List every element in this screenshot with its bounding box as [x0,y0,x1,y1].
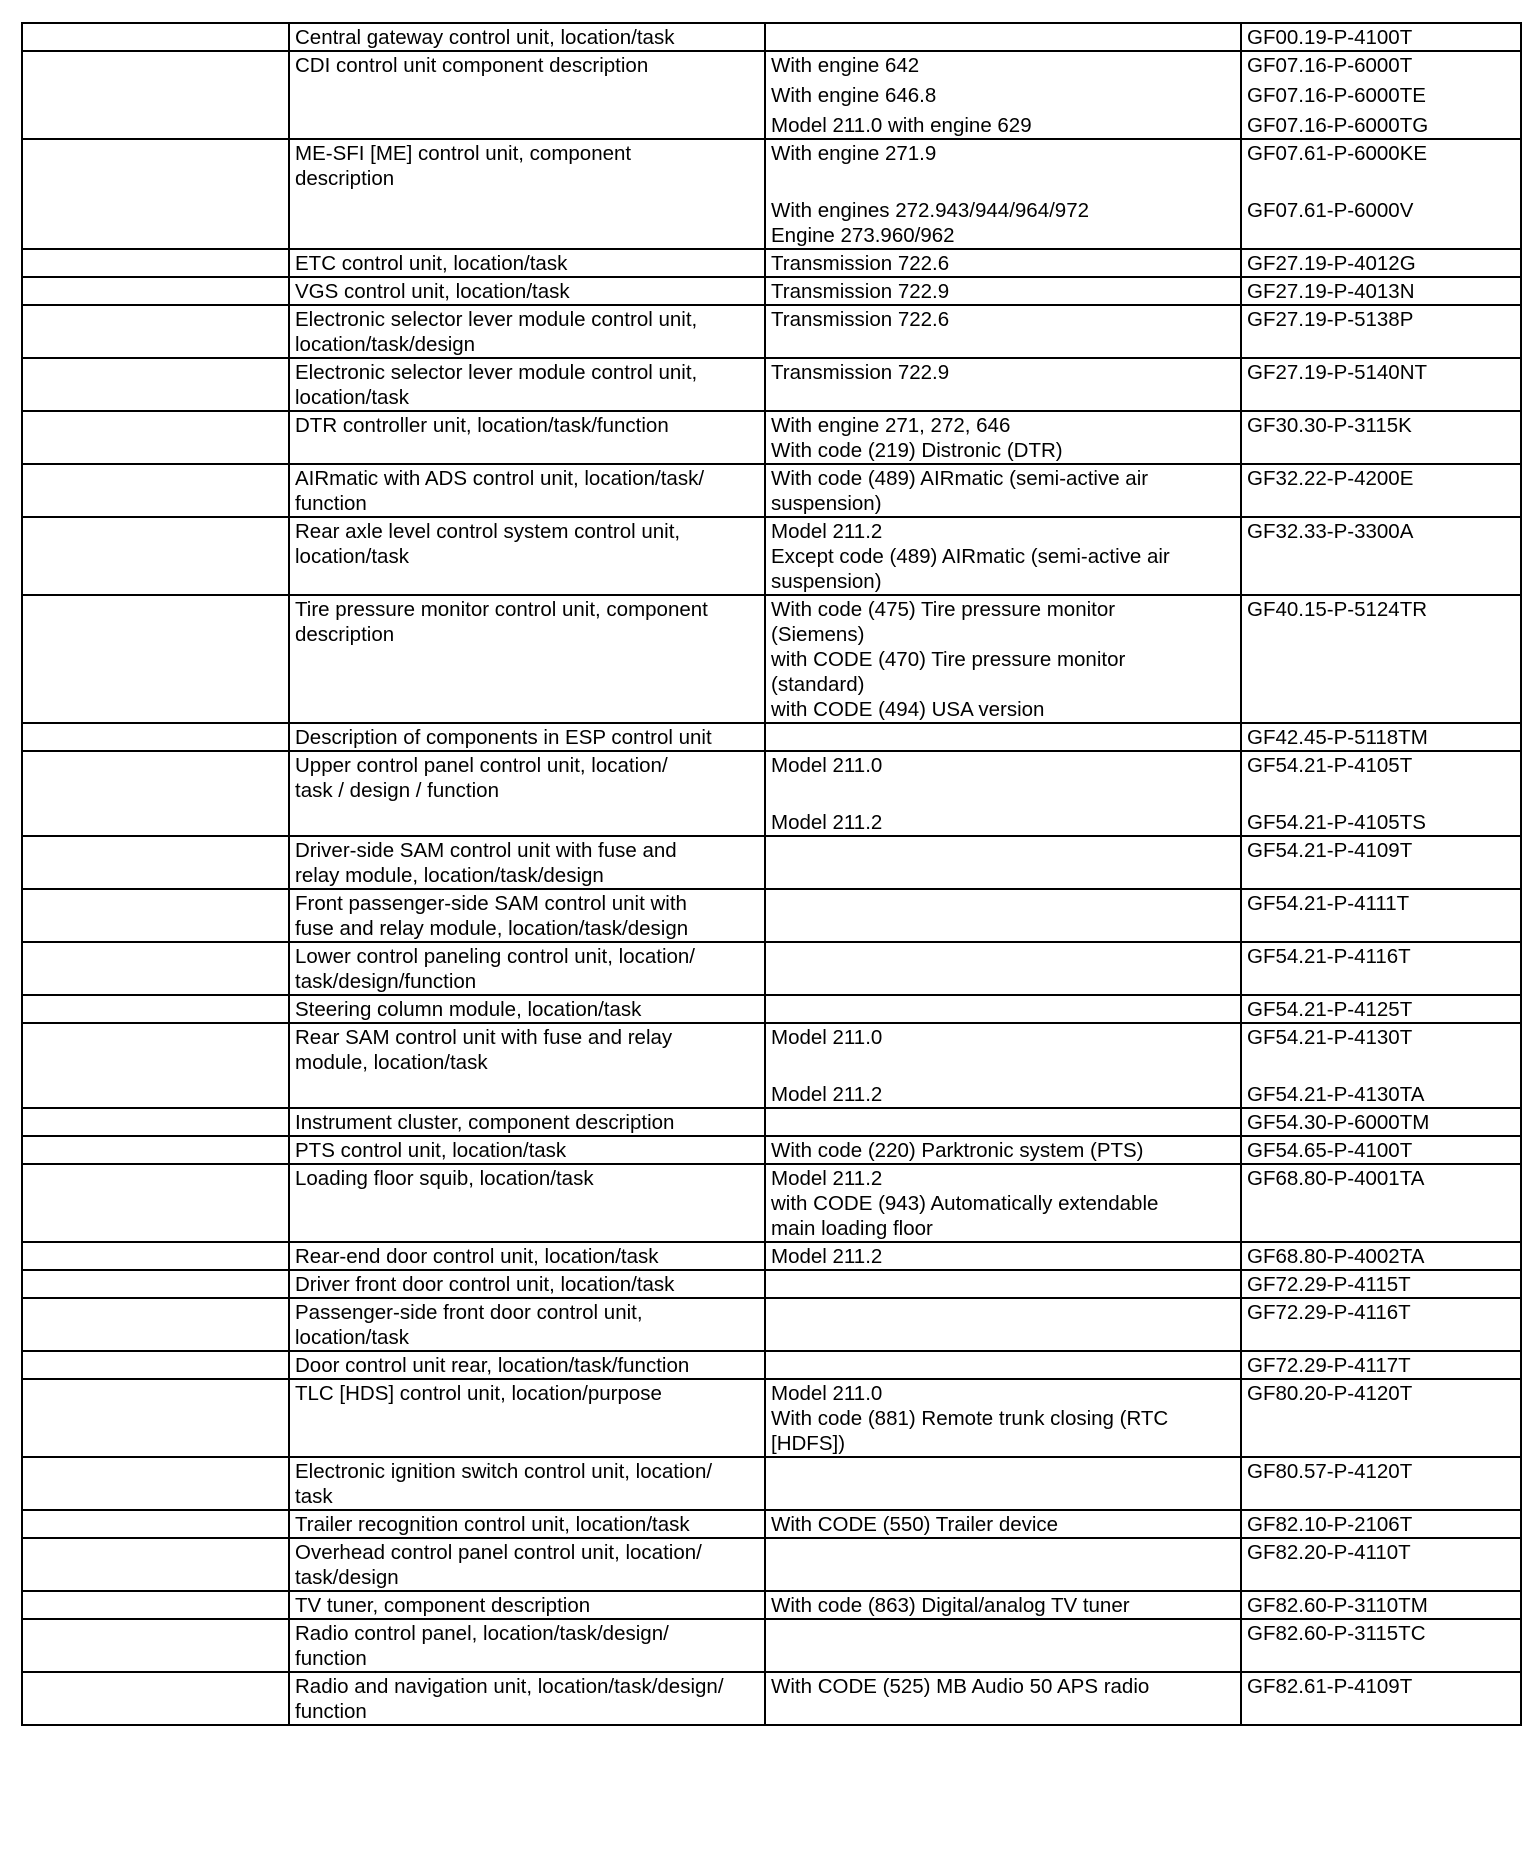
blank-cell [22,464,289,517]
document-code-cell [1241,1538,1521,1591]
blank-cell [22,1136,289,1164]
table-row [22,751,1521,836]
condition-cell [765,1164,1241,1242]
document-code-cell [1241,277,1521,305]
description-cell [289,1457,765,1510]
condition-cell [765,1591,1241,1619]
description-cell [289,1023,765,1108]
condition-cell [765,1351,1241,1379]
blank-cell [22,411,289,464]
document-code-line: GF72.29-P-4115T [1247,1273,1411,1296]
document-code-line: GF54.21-P-4105TS [1247,811,1426,834]
document-code-line: GF82.61-P-4109T [1247,1675,1413,1698]
description-line: function [295,1700,367,1723]
blank-cell [22,1108,289,1136]
document-code-cell [1241,1242,1521,1270]
condition-line: (standard) [771,673,865,696]
condition-cell [765,1379,1241,1457]
blank-cell [22,1270,289,1298]
blank-cell [22,1023,289,1108]
document-code-line: GF00.19-P-4100T [1247,26,1413,49]
description-line: task / design / function [295,779,499,802]
document-code-cell [1241,139,1521,249]
blank-cell [22,1242,289,1270]
condition-cell [765,517,1241,595]
document-code-cell [1241,889,1521,942]
description-line: Rear axle level control system control unit, [295,520,681,543]
description-line: PTS control unit, location/task [295,1139,567,1162]
condition-line: With code (220) Parktronic system (PTS) [771,1139,1144,1162]
blank-cell [22,1164,289,1242]
description-line: Lower control paneling control unit, location/ [295,945,695,968]
blank-cell [22,139,289,249]
description-cell [289,723,765,751]
description-cell [289,1379,765,1457]
table-row [22,1510,1521,1538]
description-cell [289,1351,765,1379]
condition-line: suspension) [771,492,882,515]
table-row [22,139,1521,249]
document-code-line: GF82.60-P-3110TM [1247,1594,1428,1617]
blank-cell [22,595,289,723]
description-line: task [295,1485,333,1508]
document-code-cell [1241,1351,1521,1379]
condition-line: With code (475) Tire pressure monitor [771,598,1116,621]
document-code-line: GF80.20-P-4120T [1247,1382,1413,1405]
description-line: Instrument cluster, component description [295,1111,675,1134]
document-code-line: GF54.21-P-4130TA [1247,1083,1425,1106]
document-code-line: GF07.61-P-6000KE [1247,142,1428,165]
condition-line: Model 211.2 [771,1167,883,1190]
blank-cell [22,1510,289,1538]
blank-cell [22,836,289,889]
description-cell [289,305,765,358]
condition-cell [765,249,1241,277]
condition-line: Transmission 722.6 [771,252,950,275]
description-line: Description of components in ESP control unit [295,726,712,749]
blank-cell [22,995,289,1023]
table-row [22,277,1521,305]
description-cell [289,139,765,249]
document-code-line: GF30.30-P-3115K [1247,414,1412,437]
condition-cell [765,1510,1241,1538]
description-line: Radio and navigation unit, location/task/design/ [295,1675,724,1698]
document-code-line: GF80.57-P-4120T [1247,1460,1413,1483]
description-cell [289,942,765,995]
document-code-line: GF54.65-P-4100T [1247,1139,1413,1162]
document-code-line: GF54.21-P-4111T [1247,892,1410,915]
blank-cell [22,1298,289,1351]
description-cell [289,751,765,836]
description-line: VGS control unit, location/task [295,280,570,303]
description-line: task/design [295,1566,399,1589]
description-cell [289,1136,765,1164]
condition-cell [765,1270,1241,1298]
condition-cell [765,942,1241,995]
condition-cell [765,1108,1241,1136]
description-line: Passenger-side front door control unit, [295,1301,643,1324]
condition-cell [765,411,1241,464]
document-code-cell [1241,464,1521,517]
condition-line: [HDFS]) [771,1432,846,1455]
description-line: Electronic selector lever module control unit, [295,361,698,384]
condition-cell [765,723,1241,751]
description-cell [289,1510,765,1538]
document-code-cell [1241,249,1521,277]
condition-line: Model 211.0 [771,754,883,777]
description-cell [289,51,765,139]
condition-line: with CODE (470) Tire pressure monitor [771,648,1126,671]
description-cell [289,889,765,942]
description-cell [289,517,765,595]
description-cell [289,23,765,51]
document-code-cell [1241,1298,1521,1351]
condition-cell [765,1136,1241,1164]
document-code-line: GF68.80-P-4002TA [1247,1245,1425,1268]
blank-cell [22,358,289,411]
description-line: Front passenger-side SAM control unit with [295,892,687,915]
table-row [22,464,1521,517]
description-cell [289,1108,765,1136]
condition-cell [765,139,1241,249]
condition-cell [765,305,1241,358]
blank-cell [22,249,289,277]
table-row [22,595,1521,723]
table-row [22,995,1521,1023]
document-code-line: GF72.29-P-4117T [1247,1354,1411,1377]
description-line: Radio control panel, location/task/design/ [295,1622,669,1645]
description-line: task/design/function [295,970,477,993]
document-code-cell [1241,1023,1521,1108]
table-row [22,1270,1521,1298]
table-row [22,1298,1521,1351]
condition-cell [765,1619,1241,1672]
document-code-cell [1241,305,1521,358]
description-line: Rear SAM control unit with fuse and relay [295,1026,673,1049]
description-cell [289,1591,765,1619]
table-row [22,23,1521,51]
blank-cell [22,277,289,305]
description-line: ETC control unit, location/task [295,252,568,275]
condition-line: Model 211.0 with engine 629 [771,114,1032,137]
table-row [22,1242,1521,1270]
description-cell [289,411,765,464]
condition-line: Transmission 722.9 [771,361,950,384]
table-row [22,305,1521,358]
table-row [22,1379,1521,1457]
condition-cell [765,595,1241,723]
table-row [22,1538,1521,1591]
table-row [22,1108,1521,1136]
document-code-line: GF27.19-P-5140NT [1247,361,1428,384]
condition-line: With code (489) AIRmatic (semi-active air [771,467,1149,490]
condition-line: With code (219) Distronic (DTR) [771,439,1063,462]
document-code-cell [1241,1379,1521,1457]
document-code-cell [1241,517,1521,595]
control-unit-reference-table [21,22,1522,1726]
document-code-line: GF27.19-P-5138P [1247,308,1414,331]
blank-cell [22,1457,289,1510]
document-code-line: GF82.10-P-2106T [1247,1513,1413,1536]
table-row [22,1672,1521,1725]
table-row [22,942,1521,995]
condition-line: With engine 646.8 [771,84,937,107]
condition-line: With engine 642 [771,54,920,77]
condition-cell [765,1298,1241,1351]
document-code-cell [1241,1108,1521,1136]
description-line: Upper control panel control unit, location/ [295,754,668,777]
document-code-line: GF07.16-P-6000TE [1247,84,1426,107]
description-cell [289,1242,765,1270]
description-line: description [295,623,395,646]
condition-cell [765,889,1241,942]
table-row [22,1619,1521,1672]
description-cell [289,1270,765,1298]
blank-cell [22,517,289,595]
description-cell [289,1619,765,1672]
condition-cell [765,995,1241,1023]
document-code-line: GF27.19-P-4012G [1247,252,1416,275]
description-cell [289,277,765,305]
condition-cell [765,1023,1241,1108]
blank-cell [22,751,289,836]
document-code-cell [1241,358,1521,411]
description-cell [289,464,765,517]
blank-cell [22,1538,289,1591]
table-row [22,358,1521,411]
document-code-cell [1241,1510,1521,1538]
condition-line: With CODE (525) MB Audio 50 APS radio [771,1675,1150,1698]
condition-cell [765,464,1241,517]
document-code-cell [1241,23,1521,51]
table-row [22,1351,1521,1379]
description-cell [289,1164,765,1242]
table-row [22,836,1521,889]
blank-cell [22,23,289,51]
condition-cell [765,51,1241,139]
table-row [22,1457,1521,1510]
blank-cell [22,1591,289,1619]
description-line: location/task [295,545,409,568]
description-line: location/task/design [295,333,476,356]
document-code-cell [1241,595,1521,723]
condition-line: Transmission 722.6 [771,308,950,331]
document-code-cell [1241,1672,1521,1725]
table-body [22,23,1521,1725]
condition-line: with CODE (494) USA version [771,698,1045,721]
description-line: Electronic selector lever module control unit, [295,308,698,331]
description-line: Tire pressure monitor control unit, component [295,598,708,621]
condition-line: with CODE (943) Automatically extendable [771,1192,1159,1215]
document-code-line: GF27.19-P-4013N [1247,280,1415,303]
description-line: Trailer recognition control unit, location/task [295,1513,690,1536]
description-line: TV tuner, component description [295,1594,591,1617]
document-code-line: GF07.61-P-6000V [1247,199,1414,222]
condition-line: With engine 271.9 [771,142,937,165]
document-code-line: GF82.20-P-4110T [1247,1541,1411,1564]
document-code-cell [1241,1591,1521,1619]
description-cell [289,1672,765,1725]
description-line: TLC [HDS] control unit, location/purpose [295,1382,662,1405]
document-code-cell [1241,1270,1521,1298]
document-code-line: GF72.29-P-4116T [1247,1301,1411,1324]
description-line: Central gateway control unit, location/task [295,26,675,49]
condition-cell [765,1242,1241,1270]
document-code-line: GF54.21-P-4125T [1247,998,1413,1021]
description-line: relay module, location/task/design [295,864,604,887]
document-code-cell [1241,1164,1521,1242]
condition-line: Transmission 722.9 [771,280,950,303]
table-row [22,1136,1521,1164]
blank-cell [22,1379,289,1457]
description-line: Steering column module, location/task [295,998,642,1021]
condition-line: Model 211.0 [771,1026,883,1049]
description-line: description [295,167,395,190]
document-code-line: GF40.15-P-5124TR [1247,598,1428,621]
description-cell [289,595,765,723]
table-row [22,51,1521,139]
condition-cell [765,1457,1241,1510]
document-code-line: GF54.21-P-4116T [1247,945,1411,968]
condition-line: (Siemens) [771,623,865,646]
document-code-cell [1241,995,1521,1023]
condition-cell [765,23,1241,51]
condition-cell [765,277,1241,305]
condition-cell [765,751,1241,836]
table-row [22,1591,1521,1619]
description-line: function [295,1647,367,1670]
description-cell [289,1538,765,1591]
document-code-cell [1241,723,1521,751]
description-cell [289,1298,765,1351]
table-row [22,723,1521,751]
description-cell [289,249,765,277]
description-line: location/task [295,386,409,409]
condition-line: Model 211.2 [771,1245,883,1268]
document-code-cell [1241,1619,1521,1672]
condition-cell [765,1672,1241,1725]
description-line: fuse and relay module, location/task/design [295,917,689,940]
table-row [22,1023,1521,1108]
blank-cell [22,305,289,358]
document-code-line: GF68.80-P-4001TA [1247,1167,1425,1190]
document-code-cell [1241,411,1521,464]
description-line: Electronic ignition switch control unit, location/ [295,1460,713,1483]
blank-cell [22,723,289,751]
description-line: ME-SFI [ME] control unit, component [295,142,632,165]
description-line: Loading floor squib, location/task [295,1167,594,1190]
document-code-line: GF42.45-P-5118TM [1247,726,1428,749]
description-line: function [295,492,367,515]
table-row [22,249,1521,277]
description-line: Door control unit rear, location/task/function [295,1354,690,1377]
condition-line: With engines 272.943/944/964/972 [771,199,1090,222]
condition-cell [765,836,1241,889]
condition-cell [765,1538,1241,1591]
condition-line: Model 211.2 [771,520,883,543]
blank-cell [22,1351,289,1379]
description-cell [289,995,765,1023]
description-line: CDI control unit component description [295,54,649,77]
description-line: AIRmatic with ADS control unit, location/task/ [295,467,705,490]
blank-cell [22,51,289,139]
document-code-line: GF07.16-P-6000TG [1247,114,1429,137]
blank-cell [22,942,289,995]
condition-line: Engine 273.960/962 [771,224,955,247]
document-code-cell [1241,51,1521,139]
description-line: location/task [295,1326,409,1349]
document-code-line: GF82.60-P-3115TC [1247,1622,1426,1645]
description-line: Rear-end door control unit, location/task [295,1245,659,1268]
document-code-line: GF07.16-P-6000T [1247,54,1413,77]
document-code-cell [1241,942,1521,995]
document-code-line: GF32.33-P-3300A [1247,520,1414,543]
document-code-line: GF54.21-P-4105T [1247,754,1413,777]
document-code-cell [1241,1136,1521,1164]
description-line: Driver-side SAM control unit with fuse and [295,839,677,862]
blank-cell [22,1672,289,1725]
document-code-line: GF54.21-P-4109T [1247,839,1413,862]
document-code-line: GF32.22-P-4200E [1247,467,1414,490]
condition-line: Model 211.2 [771,1083,883,1106]
description-line: Driver front door control unit, location/task [295,1273,675,1296]
blank-cell [22,1619,289,1672]
description-line: Overhead control panel control unit, location/ [295,1541,702,1564]
condition-line: With engine 271, 272, 646 [771,414,1011,437]
document-code-line: GF54.30-P-6000TM [1247,1111,1430,1134]
document-code-cell [1241,751,1521,836]
condition-line: With CODE (550) Trailer device [771,1513,1059,1536]
condition-line: With code (863) Digital/analog TV tuner [771,1594,1130,1617]
description-line: module, location/task [295,1051,488,1074]
document-code-line: GF54.21-P-4130T [1247,1026,1413,1049]
condition-line: suspension) [771,570,882,593]
description-cell [289,358,765,411]
condition-line: Model 211.0 [771,1382,883,1405]
description-cell [289,836,765,889]
table-row [22,889,1521,942]
condition-line: main loading floor [771,1217,933,1240]
table-row [22,517,1521,595]
condition-line: With code (881) Remote trunk closing (RTC [771,1407,1169,1430]
document-code-cell [1241,836,1521,889]
document-code-cell [1241,1457,1521,1510]
table-row [22,1164,1521,1242]
table-row [22,411,1521,464]
description-line: DTR controller unit, location/task/function [295,414,669,437]
condition-cell [765,358,1241,411]
condition-line: Except code (489) AIRmatic (semi-active air [771,545,1170,568]
condition-line: Model 211.2 [771,811,883,834]
blank-cell [22,889,289,942]
